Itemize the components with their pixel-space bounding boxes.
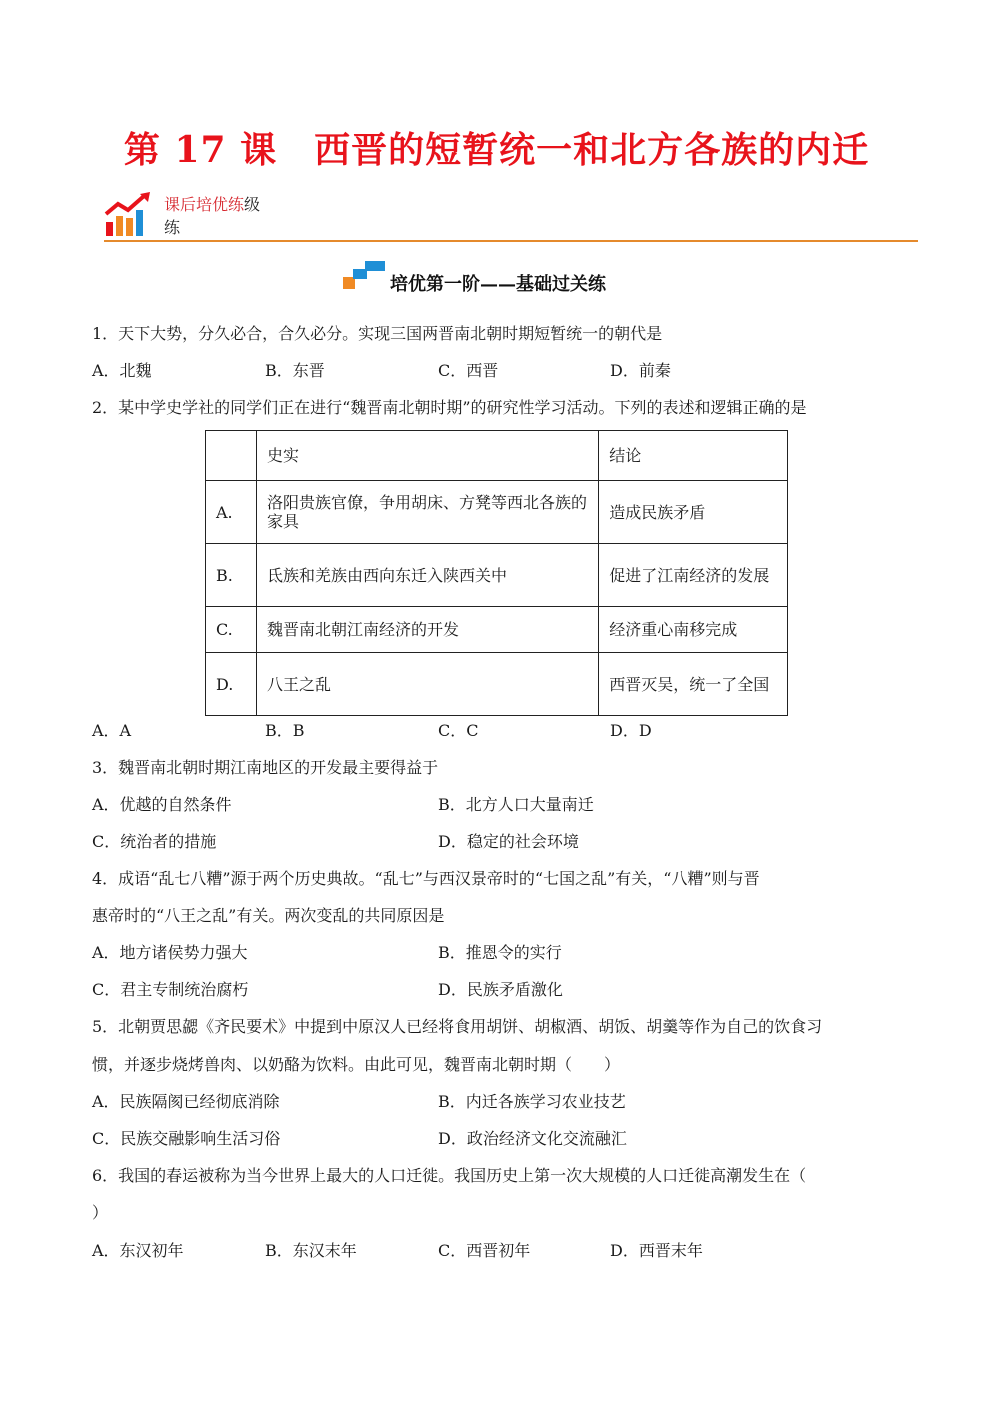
q4-option-b[interactable]: B．推恩令的实行	[438, 943, 562, 962]
table-cell: B.	[206, 544, 257, 607]
q5-option-a[interactable]: A．民族隔阂已经彻底消除	[92, 1092, 280, 1111]
bar-chart-trend-icon	[104, 192, 154, 238]
table-cell: 氐族和羌族由西向东迁入陕西关中	[256, 544, 598, 607]
table-header-cell: 史实	[256, 431, 598, 481]
question-4-stem-cont: 惠帝时的“八王之乱”有关。两次变乱的共同原因是	[92, 906, 445, 925]
table-header-row	[206, 431, 788, 481]
q3-option-d[interactable]: D．稳定的社会环境	[438, 832, 579, 851]
table-header-cell	[206, 431, 257, 481]
q1-option-a[interactable]: A．北魏	[92, 361, 152, 380]
header-divider	[104, 240, 918, 242]
q5-option-b[interactable]: B．内迁各族学习农业技艺	[438, 1092, 626, 1111]
table-row	[206, 607, 788, 653]
q6-option-d[interactable]: D．西晋末年	[610, 1241, 703, 1260]
q2-option-a[interactable]: A．A	[92, 721, 132, 740]
table-cell: 促进了江南经济的发展	[599, 544, 788, 607]
table-cell: 洛阳贵族官僚，争用胡床、方凳等西北各族的家具	[256, 481, 598, 544]
table-cell: A.	[206, 481, 257, 544]
table-cell: 西晋灭吴，统一了全国	[599, 653, 788, 716]
q1-option-d[interactable]: D．前秦	[610, 361, 671, 380]
question-1-stem: 1．天下大势，分久必合，合久必分。实现三国两晋南北朝时期短暂统一的朝代是	[92, 324, 663, 343]
table-cell: 八王之乱	[256, 653, 598, 716]
table-row	[206, 544, 788, 607]
table-header-cell: 结论	[599, 431, 788, 481]
q6-option-b[interactable]: B．东汉末年	[265, 1241, 357, 1260]
badge-label	[164, 193, 274, 239]
q4-option-c[interactable]: C．君主专制统治腐朽	[92, 980, 249, 999]
badge-label-red: 课后培优练	[164, 195, 245, 214]
question-6-stem-cont: ）	[92, 1203, 109, 1222]
question-5-stem: 5．北朝贾思勰《齐民要术》中提到中原汉人已经将食用胡饼、胡椒酒、胡饭、胡羹等作为自己的饮食习	[92, 1017, 823, 1036]
q3-option-b[interactable]: B．北方人口大量南迁	[438, 795, 594, 814]
badge-label-suffix: 级	[244, 195, 261, 214]
q1-option-b[interactable]: B．东晋	[265, 361, 325, 380]
q3-option-c[interactable]: C．统治者的措施	[92, 832, 217, 851]
q4-option-d[interactable]: D．民族矛盾激化	[438, 980, 563, 999]
table-cell: 魏晋南北朝江南经济的开发	[256, 607, 598, 653]
question-5-stem-cont: 惯，并逐步烧烤兽肉、以奶酪为饮料。由此可见，魏晋南北朝时期（ ）	[92, 1055, 621, 1074]
table-row	[206, 653, 788, 716]
question-3-stem: 3．魏晋南北朝时期江南地区的开发最主要得益于	[92, 758, 439, 777]
q2-option-b[interactable]: B．B	[265, 721, 305, 740]
q2-option-c[interactable]: C．C	[438, 721, 479, 740]
q5-option-c[interactable]: C．民族交融影响生活习俗	[92, 1129, 281, 1148]
table-cell: 经济重心南移完成	[599, 607, 788, 653]
q2-option-d[interactable]: D．D	[610, 721, 652, 740]
table-cell: 造成民族矛盾	[599, 481, 788, 544]
table-cell: C.	[206, 607, 257, 653]
q4-option-a[interactable]: A．地方诸侯势力强大	[92, 943, 248, 962]
stairs-icon	[343, 257, 387, 291]
table-cell: D.	[206, 653, 257, 716]
q6-option-c[interactable]: C．西晋初年	[438, 1241, 531, 1260]
q5-option-d[interactable]: D．政治经济文化交流融汇	[438, 1129, 627, 1148]
section-title: 培优第一阶——基础过关练	[390, 274, 606, 295]
q3-option-a[interactable]: A．优越的自然条件	[92, 795, 232, 814]
question-2-stem: 2．某中学史学社的同学们正在进行“魏晋南北朝时期”的研究性学习活动。下列的表述和逻辑正确的是	[92, 398, 807, 417]
q6-option-a[interactable]: A．东汉初年	[92, 1241, 184, 1260]
page-title: 第 17 课 西晋的短暂统一和北方各族的内迁	[123, 129, 870, 171]
table-row	[206, 481, 788, 544]
badge-label-line2: 练	[164, 218, 181, 237]
question-4-stem: 4．成语“乱七八糟”源于两个历史典故。“乱七”与西汉景帝时的“七国之乱”有关，“八糟”则与晋	[92, 869, 760, 888]
q1-option-c[interactable]: C．西晋	[438, 361, 499, 380]
q2-table	[205, 430, 788, 716]
question-6-stem: 6．我国的春运被称为当今世界上最大的人口迁徙。我国历史上第一次大规模的人口迁徙高潮发生在（	[92, 1166, 807, 1185]
